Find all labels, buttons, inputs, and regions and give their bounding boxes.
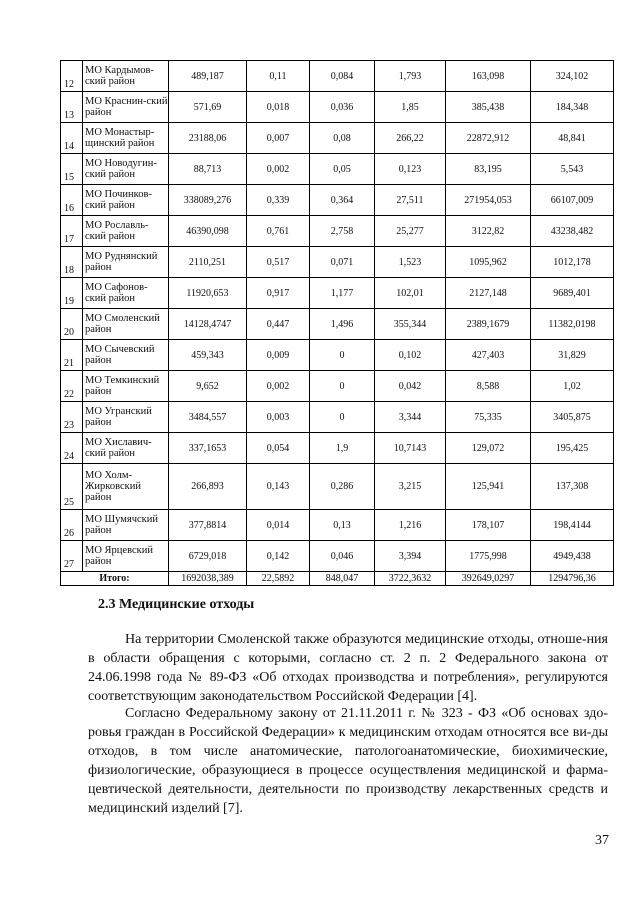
value-cell: 1,793 — [375, 61, 446, 92]
value-cell: 2127,148 — [446, 278, 531, 309]
value-cell: 0 — [310, 371, 375, 402]
total-value-cell: 3722,3632 — [375, 572, 446, 586]
value-cell: 43238,482 — [531, 216, 614, 247]
table-total-row — [61, 572, 614, 586]
table-row — [61, 340, 614, 371]
value-cell: 0,761 — [247, 216, 310, 247]
value-cell: 129,072 — [446, 433, 531, 464]
value-cell: 125,941 — [446, 464, 531, 510]
value-cell: 23188,06 — [169, 123, 247, 154]
value-cell: 14128,4747 — [169, 309, 247, 340]
total-label-cell: Итого: — [61, 572, 169, 586]
value-cell: 22872,912 — [446, 123, 531, 154]
value-cell: 1,9 — [310, 433, 375, 464]
value-cell: 163,098 — [446, 61, 531, 92]
value-cell: 48,841 — [531, 123, 614, 154]
value-cell: 1095,962 — [446, 247, 531, 278]
value-cell: 0,009 — [247, 340, 310, 371]
value-cell: 4949,438 — [531, 541, 614, 572]
table-row — [61, 510, 614, 541]
table-row — [61, 309, 614, 340]
value-cell: 338089,276 — [169, 185, 247, 216]
district-name-cell: МО Новодугин-ский район — [83, 154, 169, 185]
district-name-cell: МО Кардымов-ский район — [83, 61, 169, 92]
district-name-cell: МО Угранский район — [83, 402, 169, 433]
value-cell: 10,7143 — [375, 433, 446, 464]
value-cell: 0,447 — [247, 309, 310, 340]
value-cell: 102,01 — [375, 278, 446, 309]
value-cell: 178,107 — [446, 510, 531, 541]
value-cell: 0,05 — [310, 154, 375, 185]
value-cell: 3122,82 — [446, 216, 531, 247]
value-cell: 271954,053 — [446, 185, 531, 216]
value-cell: 0,036 — [310, 92, 375, 123]
district-name-cell: МО Ярцевский район — [83, 541, 169, 572]
value-cell: 0,018 — [247, 92, 310, 123]
value-cell: 6729,018 — [169, 541, 247, 572]
value-cell: 0,071 — [310, 247, 375, 278]
table-row — [61, 123, 614, 154]
table-row — [61, 154, 614, 185]
value-cell: 571,69 — [169, 92, 247, 123]
value-cell: 1,216 — [375, 510, 446, 541]
value-cell: 11382,0198 — [531, 309, 614, 340]
district-name-cell: МО Краснин-ский район — [83, 92, 169, 123]
value-cell: 1,496 — [310, 309, 375, 340]
value-cell: 11920,653 — [169, 278, 247, 309]
total-value-cell: 848,047 — [310, 572, 375, 586]
value-cell: 0,007 — [247, 123, 310, 154]
value-cell: 2110,251 — [169, 247, 247, 278]
waste-data-table — [60, 60, 614, 586]
district-name-cell: МО Смоленский район — [83, 309, 169, 340]
table-row — [61, 464, 614, 510]
row-number-cell: 22 — [61, 371, 83, 402]
value-cell: 0,123 — [375, 154, 446, 185]
total-value-cell: 1294796,36 — [531, 572, 614, 586]
row-number-cell: 20 — [61, 309, 83, 340]
row-number-cell: 13 — [61, 92, 83, 123]
value-cell: 377,8814 — [169, 510, 247, 541]
district-name-cell: МО Сафонов-ский район — [83, 278, 169, 309]
value-cell: 2389,1679 — [446, 309, 531, 340]
value-cell: 1012,178 — [531, 247, 614, 278]
value-cell: 1775,998 — [446, 541, 531, 572]
value-cell: 266,893 — [169, 464, 247, 510]
value-cell: 5,543 — [531, 154, 614, 185]
district-name-cell: МО Шумячский район — [83, 510, 169, 541]
value-cell: 3,215 — [375, 464, 446, 510]
value-cell: 66107,009 — [531, 185, 614, 216]
value-cell: 195,425 — [531, 433, 614, 464]
value-cell: 1,02 — [531, 371, 614, 402]
value-cell: 9,652 — [169, 371, 247, 402]
total-value-cell: 22,5892 — [247, 572, 310, 586]
value-cell: 0 — [310, 402, 375, 433]
page-number: 37 — [595, 833, 609, 848]
value-cell: 427,403 — [446, 340, 531, 371]
district-name-cell: МО Монастыр-щинский район — [83, 123, 169, 154]
value-cell: 1,85 — [375, 92, 446, 123]
value-cell: 0,11 — [247, 61, 310, 92]
value-cell: 3484,557 — [169, 402, 247, 433]
value-cell: 0,13 — [310, 510, 375, 541]
value-cell: 1,523 — [375, 247, 446, 278]
paragraph-medical-waste-intro: На территории Смоленской также образуются медицинские отходы, отноше-ния в области обращения с которыми, согласно ст. 2 п. 2 Федерального закона от 24.06.1998 года № 89-ФЗ «Об отходах производства и потребления», регулируются соответствующим законодательством Российской Федерации [4]. — [88, 632, 608, 704]
table-row — [61, 278, 614, 309]
value-cell: 266,22 — [375, 123, 446, 154]
value-cell: 459,343 — [169, 340, 247, 371]
value-cell: 137,308 — [531, 464, 614, 510]
value-cell: 0,042 — [375, 371, 446, 402]
row-number-cell: 24 — [61, 433, 83, 464]
value-cell: 3405,875 — [531, 402, 614, 433]
value-cell: 3,394 — [375, 541, 446, 572]
total-value-cell: 1692038,389 — [169, 572, 247, 586]
value-cell: 25,277 — [375, 216, 446, 247]
district-name-cell: МО Хиславич-ский район — [83, 433, 169, 464]
row-number-cell: 12 — [61, 61, 83, 92]
value-cell: 0,046 — [310, 541, 375, 572]
row-number-cell: 16 — [61, 185, 83, 216]
value-cell: 0,084 — [310, 61, 375, 92]
value-cell: 184,348 — [531, 92, 614, 123]
value-cell: 2,758 — [310, 216, 375, 247]
value-cell: 0,003 — [247, 402, 310, 433]
row-number-cell: 27 — [61, 541, 83, 572]
row-number-cell: 25 — [61, 464, 83, 510]
value-cell: 0,917 — [247, 278, 310, 309]
value-cell: 385,438 — [446, 92, 531, 123]
table-row — [61, 371, 614, 402]
value-cell: 324,102 — [531, 61, 614, 92]
table-row — [61, 433, 614, 464]
value-cell: 83,195 — [446, 154, 531, 185]
total-value-cell: 392649,0297 — [446, 572, 531, 586]
table-row — [61, 92, 614, 123]
value-cell: 337,1653 — [169, 433, 247, 464]
table-row — [61, 247, 614, 278]
value-cell: 31,829 — [531, 340, 614, 371]
value-cell: 0,142 — [247, 541, 310, 572]
value-cell: 198,4144 — [531, 510, 614, 541]
row-number-cell: 15 — [61, 154, 83, 185]
row-number-cell: 26 — [61, 510, 83, 541]
section-heading: 2.3 Медицинские отходы — [98, 597, 255, 612]
row-number-cell: 21 — [61, 340, 83, 371]
value-cell: 0,002 — [247, 371, 310, 402]
value-cell: 0,054 — [247, 433, 310, 464]
district-name-cell: МО Руднянский район — [83, 247, 169, 278]
value-cell: 0,143 — [247, 464, 310, 510]
table-row — [61, 61, 614, 92]
value-cell: 0,002 — [247, 154, 310, 185]
district-name-cell: МО Холм-Жирковский район — [83, 464, 169, 510]
value-cell: 46390,098 — [169, 216, 247, 247]
value-cell: 0,517 — [247, 247, 310, 278]
district-name-cell: МО Рославль-ский район — [83, 216, 169, 247]
row-number-cell: 14 — [61, 123, 83, 154]
value-cell: 0,102 — [375, 340, 446, 371]
value-cell: 0,08 — [310, 123, 375, 154]
table-row — [61, 216, 614, 247]
value-cell: 489,187 — [169, 61, 247, 92]
district-name-cell: МО Сычевский район — [83, 340, 169, 371]
paragraph-federal-law: Согласно Федеральному закону от 21.11.2011 г. № 323 - ФЗ «Об основах здо-ровья граждан в Российской Федерации» к медицинским отходам относятся все ви-ды отходов, в том числе анатомические, патологоанатомические, биохимические, физиологические, образующиеся в процессе осуществления медицинской и фарма-цевтической деятельности, деятельности по производству лекарственных средств и медицинский изделий [7]. — [88, 706, 608, 816]
value-cell: 75,335 — [446, 402, 531, 433]
value-cell: 1,177 — [310, 278, 375, 309]
value-cell: 3,344 — [375, 402, 446, 433]
value-cell: 88,713 — [169, 154, 247, 185]
row-number-cell: 17 — [61, 216, 83, 247]
table-row — [61, 541, 614, 572]
value-cell: 0 — [310, 340, 375, 371]
value-cell: 0,339 — [247, 185, 310, 216]
row-number-cell: 19 — [61, 278, 83, 309]
district-name-cell: МО Починков-ский район — [83, 185, 169, 216]
district-name-cell: МО Темкинский район — [83, 371, 169, 402]
row-number-cell: 18 — [61, 247, 83, 278]
table-row — [61, 185, 614, 216]
value-cell: 355,344 — [375, 309, 446, 340]
value-cell: 27,511 — [375, 185, 446, 216]
value-cell: 0,014 — [247, 510, 310, 541]
value-cell: 0,364 — [310, 185, 375, 216]
value-cell: 9689,401 — [531, 278, 614, 309]
table-row — [61, 402, 614, 433]
row-number-cell: 23 — [61, 402, 83, 433]
value-cell: 0,286 — [310, 464, 375, 510]
value-cell: 8,588 — [446, 371, 531, 402]
